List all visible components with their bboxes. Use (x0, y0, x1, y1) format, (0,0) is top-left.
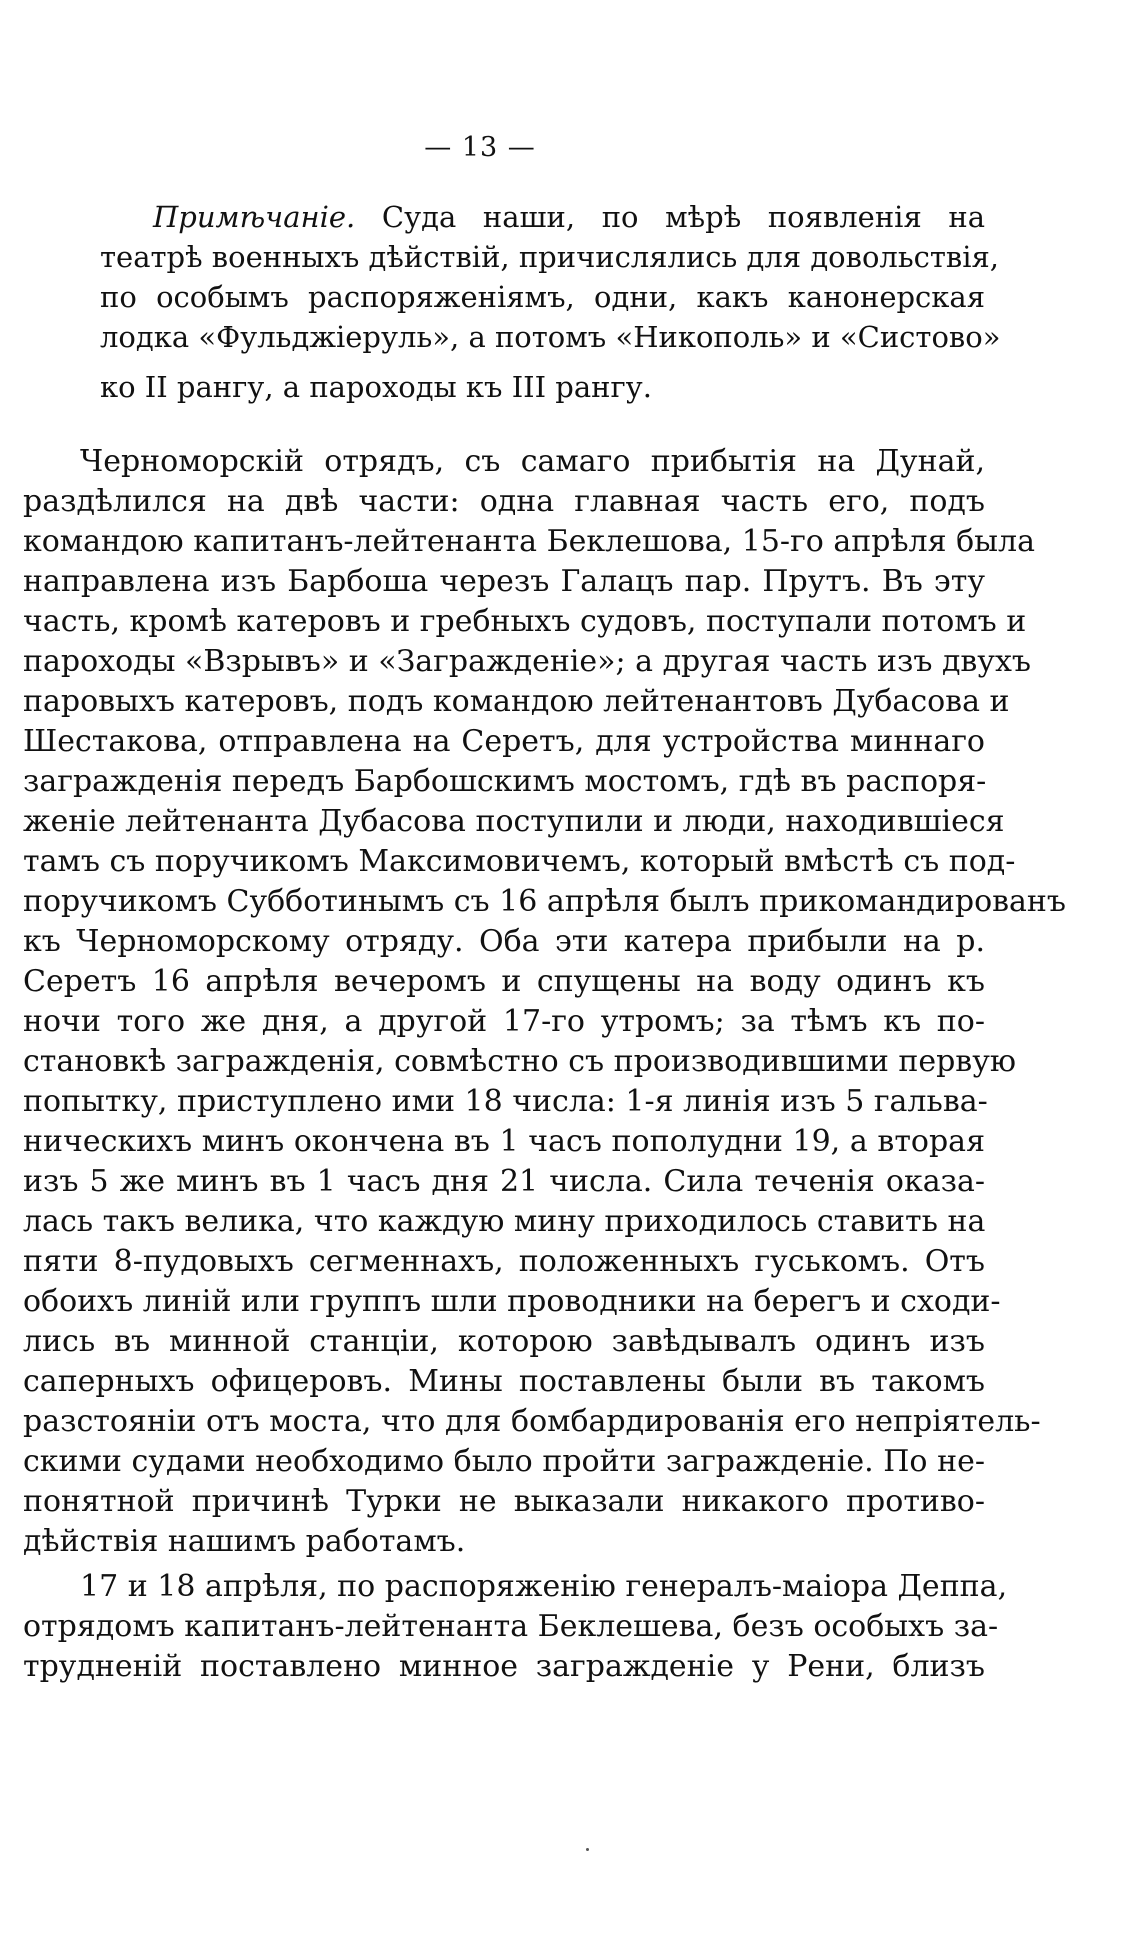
text-line: пароходы «Взрывъ» и «Загражденіе»; а другая часть изъ двухъ (23, 644, 1031, 679)
note-line: по особымъ распоряженіямъ, одни, какъ канонерская (100, 280, 985, 314)
text-line: паровыхъ катеровъ, подъ командою лейтенантовъ Дубасова и (23, 684, 1010, 719)
note-line: театрѣ военныхъ дѣйствій, причислялись для довольствія, (100, 240, 1000, 274)
text-line: изъ 5 же минъ въ 1 часъ дня 21 числа. Сила теченія оказа- (23, 1164, 985, 1199)
text-line: понятной причинѣ Турки не выказали никакого противо- (23, 1484, 985, 1519)
text-line: обоихъ линій или группъ шли проводники на берегъ и сходи- (23, 1284, 1001, 1319)
text-line: ническихъ минъ окончена въ 1 часъ пополудни 19, а вторая (23, 1124, 985, 1159)
note-first-line-text: Суда наши, по мѣрѣ появленія на (381, 200, 985, 234)
text-line: часть, кромѣ катеровъ и гребныхъ судовъ, поступали потомъ и (23, 604, 1027, 639)
text-line: 17 и 18 апрѣля, по распоряженію генералъ-маіора Деппа, (80, 1569, 1008, 1604)
text-line: ночи того же дня, а другой 17-го утромъ; за тѣмъ къ по- (23, 1004, 985, 1039)
text-line: Черноморскій отрядъ, съ самаго прибытія на Дунай, (80, 444, 985, 479)
note-line: лодка «Фульджіеруль», а потомъ «Никополь» и «Систово» (100, 320, 1001, 354)
note-label: Примѣчаніе. (153, 200, 356, 234)
text-line: поручикомъ Субботинымъ съ 16 апрѣля былъ прикомандированъ (23, 884, 1066, 919)
text-line: Серетъ 16 апрѣля вечеромъ и спущены на воду одинъ къ (23, 964, 985, 999)
text-line: становкѣ загражденія, совмѣстно съ производившими первую (23, 1044, 1016, 1079)
text-line: къ Черноморскому отряду. Оба эти катера прибыли на р. (23, 924, 985, 959)
text-line: тамъ съ поручикомъ Максимовичемъ, который вмѣстѣ съ под- (23, 844, 1016, 879)
text-line: лись въ минной станціи, которою завѣдывалъ одинъ изъ (23, 1324, 985, 1359)
note-line (153, 197, 985, 237)
text-line: разстояніи отъ моста, что для бомбардированія его непріятель- (23, 1404, 1041, 1439)
text-line: женіе лейтенанта Дубасова поступили и люди, находившіеся (23, 804, 1005, 839)
text-line: отрядомъ капитанъ-лейтенанта Беклешева, безъ особыхъ за- (23, 1609, 999, 1644)
text-line: пяти 8-пудовыхъ сегменнахъ, положенныхъ гуськомъ. Отъ (23, 1244, 985, 1279)
print-speck (586, 1848, 589, 1851)
text-line: командою капитанъ-лейтенанта Беклешова, 15-го апрѣля была (23, 524, 1035, 559)
page-number: — 13 — (424, 132, 536, 163)
text-line: трудненій поставлено минное загражденіе у Рени, близъ (23, 1649, 985, 1684)
text-line: раздѣлился на двѣ части: одна главная часть его, подъ (23, 484, 985, 519)
text-line: загражденія передъ Барбошскимъ мостомъ, гдѣ въ распоря- (23, 764, 987, 799)
text-line: саперныхъ офицеровъ. Мины поставлены были въ такомъ (23, 1364, 985, 1399)
text-line: скими судами необходимо было пройти загражденіе. По не- (23, 1444, 985, 1479)
text-line: попытку, приступлено ими 18 числа: 1-я линія изъ 5 гальва- (23, 1084, 988, 1119)
text-line: направлена изъ Барбоша черезъ Галацъ пар. Прутъ. Въ эту (23, 564, 985, 599)
text-line: дѣйствія нашимъ работамъ. (23, 1524, 466, 1559)
text-line: Шестакова, отправлена на Серетъ, для устройства миннаго (23, 724, 985, 759)
text-line: лась такъ велика, что каждую мину приходилось ставить на (23, 1204, 986, 1239)
note-line: ко II рангу, а пароходы къ III рангу. (100, 370, 652, 404)
